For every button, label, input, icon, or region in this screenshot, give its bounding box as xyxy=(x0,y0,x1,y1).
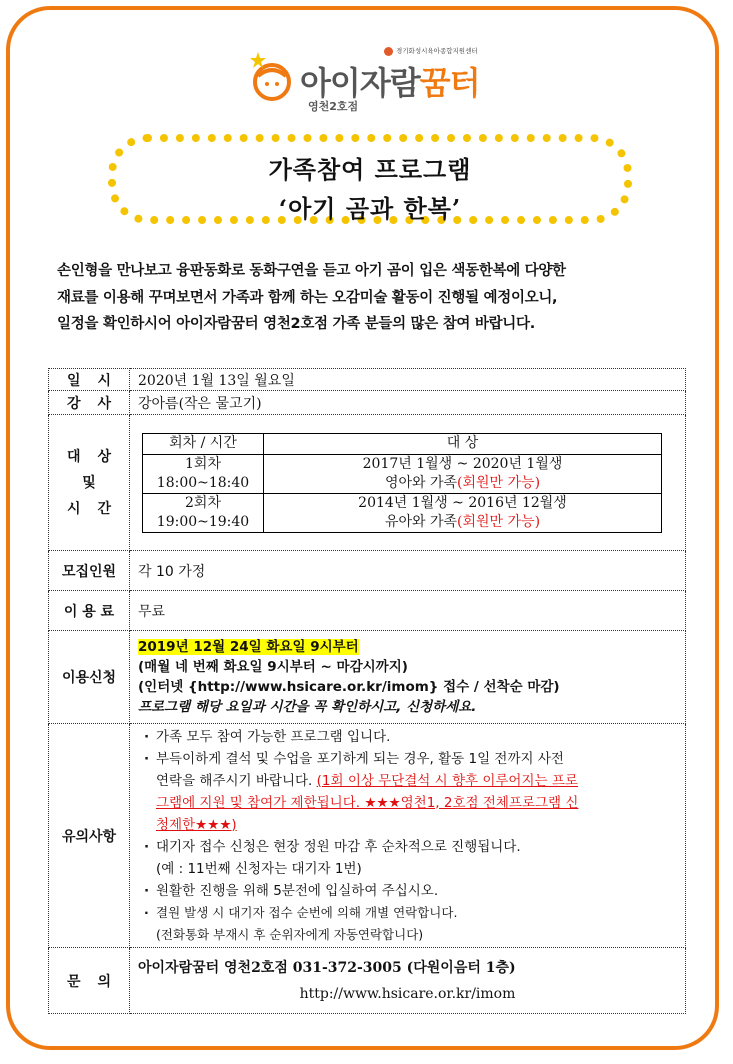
value-notes xyxy=(130,724,686,948)
row-date xyxy=(49,369,686,391)
row-instructor xyxy=(49,391,686,415)
note-item: · 부득이하게 결석 및 수업을 포기하게 되는 경우, 활동 1일 전까지 사전 xyxy=(142,748,677,770)
apply-date: 2019년 12월 24일 화요일 9시부터 xyxy=(138,639,359,655)
contact-url[interactable]: http://www.hsicare.or.kr/imom xyxy=(299,985,516,1002)
value-fee: 무료 xyxy=(130,591,686,631)
note-item: · 원활한 진행을 위해 5분전에 입실하여 주십시오. xyxy=(142,880,677,902)
label-apply: 이용신청 xyxy=(49,631,130,724)
logo-face-icon xyxy=(250,48,302,104)
label-target: 대 상 및 시 간 xyxy=(49,415,130,551)
note-item: 그램에 지원 및 참여가 제한됩니다. ★★★영천1, 2호점 전체프로그램 신 xyxy=(156,794,579,811)
value-target xyxy=(130,415,686,551)
session-row: 2회차 19:00~19:40 2014년 1월생 ~ 2016년 12월생 유아와 가족(회원만 가능) xyxy=(143,493,662,532)
value-capacity: 각 10 가정 xyxy=(130,551,686,591)
label-instructor: 강 사 xyxy=(49,391,130,415)
label-contact: 문 의 xyxy=(49,948,130,1014)
session-row: 1회차 18:00~18:40 2017년 1월생 ~ 2020년 1월생 영아와 가족(회원만 가능) xyxy=(143,454,662,493)
info-table xyxy=(48,368,686,1014)
label-capacity: 모집인원 xyxy=(49,551,130,591)
note-item: (예 : 11번째 신청자는 대기자 1번) xyxy=(156,860,362,877)
intro-line: 손인형을 만나보고 융판동화로 동화구연을 듣고 아기 곰이 입은 색동한복에 다양한 xyxy=(57,263,566,279)
note-item: (전화통화 부재시 후 순위자에게 자동연락합니다) xyxy=(156,926,424,942)
label-fee: 이 용 료 xyxy=(49,591,130,631)
logo xyxy=(248,40,498,113)
logo-branch: 영천2호점 xyxy=(308,100,359,113)
row-capacity xyxy=(49,551,686,591)
value-contact: 아이자람꿈터 영천2호점 031-372-3005 (다원이음터 1층) http://www.hsicare.or.kr/imom xyxy=(130,948,686,1014)
intro-paragraph xyxy=(57,258,679,338)
intro-line: 일정을 확인하시어 아이자람꿈터 영천2호점 가족 분들의 많은 참여 바랍니다. xyxy=(57,316,535,332)
logo-name: 아이자람꿈터 xyxy=(300,64,480,102)
logo-org: 경기화성시육아종합지원센터 xyxy=(384,46,478,56)
value-date: 2020년 1월 13일 월요일 xyxy=(130,369,686,391)
note-item: · 결원 발생 시 대기자 접수 순번에 의해 개별 연락합니다. xyxy=(142,902,677,924)
schedule-table xyxy=(142,433,662,533)
row-contact xyxy=(49,948,686,1014)
row-notes xyxy=(49,724,686,948)
title-line1: 가족참여 프로그램 xyxy=(268,155,472,184)
intro-line: 재료를 이용해 꾸며보면서 가족과 함께 하는 오감미술 활동이 진행될 예정이오니, xyxy=(57,289,558,306)
note-item: 청제한★★★) xyxy=(156,816,237,833)
row-fee xyxy=(49,591,686,631)
note-item: 연락을 해주시기 바랍니다. (1회 이상 무단결석 시 향후 이루어지는 프로 xyxy=(156,772,578,789)
note-item: · 가족 모두 참여 가능한 프로그램 입니다. xyxy=(142,726,677,748)
row-apply xyxy=(49,631,686,724)
head-session: 회차 / 시간 xyxy=(143,433,264,454)
note-item: · 대기자 접수 신청은 현장 정원 마감 후 순차적으로 진행됩니다. xyxy=(142,836,677,858)
title-line2: ‘아기 곰과 한복’ xyxy=(278,194,462,223)
value-instructor: 강아름(작은 물고기) xyxy=(130,391,686,415)
label-date: 일 시 xyxy=(49,369,130,391)
label-notes: 유의사항 xyxy=(49,724,130,948)
head-target: 대 상 xyxy=(264,433,662,454)
notes-list xyxy=(142,726,677,946)
row-target xyxy=(49,415,686,551)
title-box xyxy=(108,134,632,224)
value-apply: 2019년 12월 24일 화요일 9시부터 (매월 네 번째 화요일 9시부터 ~ 마감시까지) (인터넷 {http://www.hsicare.or.kr/imom} 접수 / 선착순 마감) 프로그램 해당 요일과 시간을 꼭 확인하시고, 신청하세요. xyxy=(130,631,686,724)
